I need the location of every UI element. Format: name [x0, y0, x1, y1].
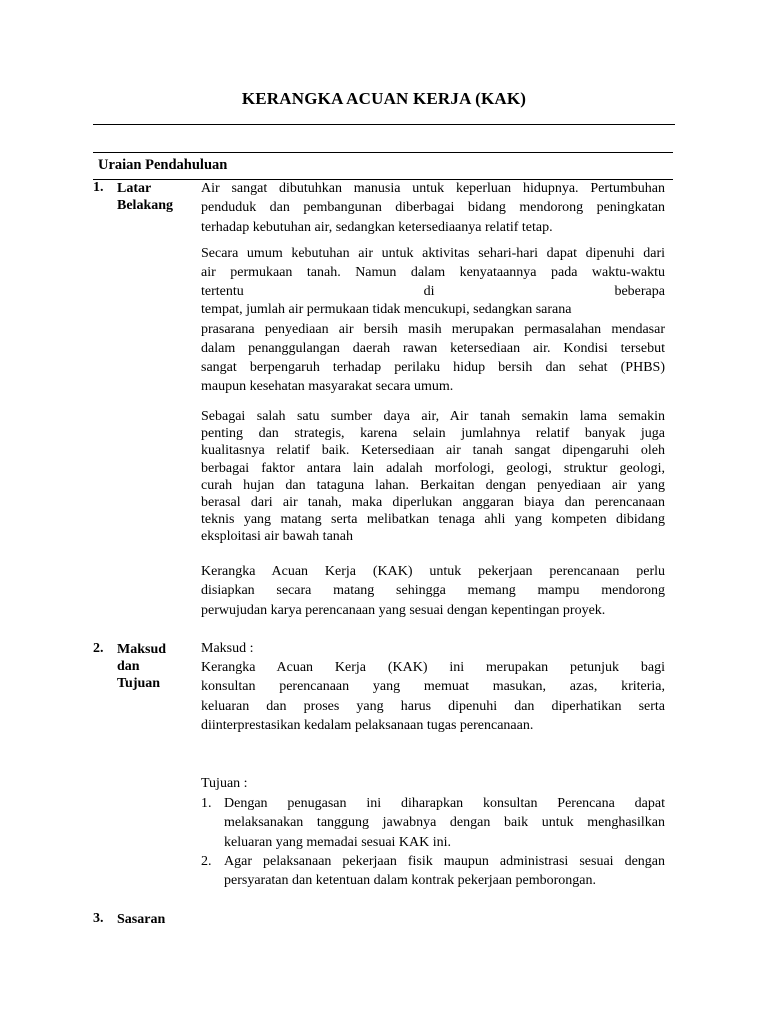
paragraph-line: Sebagai salah satu sumber daya air, Air tanah semakin lama semakin [201, 409, 665, 424]
paragraph-line: Secara umum kebutuhan air untuk aktivitas sehari-hari dapat dipenuhi dari [201, 246, 665, 261]
list-item [201, 794, 665, 852]
paragraph-line: sangat berpengaruh terhadap perilaku hidup bersih dan sehat (PHBS) [201, 360, 665, 376]
item-label [117, 911, 165, 928]
paragraph-line: teknis yang matang serta melibatkan tenaga ahli yang kompeten dibidang [201, 512, 665, 528]
item-number: 3. [93, 911, 104, 926]
paragraph [201, 179, 665, 237]
paragraph [201, 244, 665, 396]
list-item-line: melaksanakan tanggung jawabnya dengan baik untuk menghasilkan [224, 815, 665, 831]
paragraph-line: perwujudan karya perencanaan yang sesuai dengan kepentingan proyek. [201, 602, 606, 618]
paragraph-line: prasarana penyediaan air bersih masih merupakan permasalahan mendasar [201, 321, 665, 337]
word: tertentu [201, 283, 244, 299]
list-item [201, 852, 665, 890]
paragraph-line: konsultan perencanaan yang memuat masukan, azas, kriteria, [201, 679, 665, 695]
title-underline [93, 124, 675, 125]
paragraph-line: eksploitasi air bawah tanah [201, 529, 354, 545]
word: beberapa [614, 283, 665, 299]
paragraph-line: Air sangat dibutuhkan manusia untuk keperluan hidupnya. Pertumbuhan [201, 181, 665, 196]
paragraph-line: berbagai faktor antara lain adalah morfologi, geologi, struktur geologi, [201, 460, 665, 476]
paragraph-line: disiapkan secara matang sehingga memang mampu mendorong [201, 583, 665, 599]
paragraph-line-spread [201, 283, 665, 300]
item-label-line: Maksud [117, 642, 167, 657]
list-item-line: persyaratan dan ketentuan dalam kontrak pekerjaan pemborongan. [224, 872, 597, 888]
paragraph-line: kualitasnya relatif baik. Ketersediaan air tanah sangat dipengaruhi oleh [201, 443, 665, 459]
maksud-block [201, 639, 665, 735]
paragraph-line: Kerangka Acuan Kerja (KAK) ini merupakan petunjuk bagi [201, 660, 665, 675]
list-item-line: Dengan penugasan ini diharapkan konsultan Perencana dapat [224, 796, 665, 811]
list-item-line: keluaran yang memadai sesuai KAK ini. [224, 834, 452, 850]
paragraph-line: terhadap kebutuhan air, sedangkan ketersediaanya relatif tetap. [201, 219, 553, 235]
tujuan-list [201, 794, 665, 890]
item-label-line: Belakang [117, 198, 174, 213]
document-title: KERANGKA ACUAN KERJA (KAK) [241, 89, 527, 108]
section-heading: Uraian Pendahuluan [98, 157, 228, 173]
list-item-number: 1. [201, 796, 212, 811]
list-item-line: Agar pelaksanaan pekerjaan fisik maupun administrasi sesuai dengan [224, 853, 665, 869]
item-label-line: Tujuan [117, 676, 161, 691]
paragraph-line: maupun kesehatan masyarakat secara umum. [201, 379, 454, 395]
paragraph-line: Kerangka Acuan Kerja (KAK) untuk pekerjaan perencanaan perlu [201, 564, 665, 579]
paragraph-line: diinterprestasikan kedalam pelaksanaan tugas perencanaan. [201, 717, 534, 733]
tujuan-heading-text: Tujuan : [201, 776, 248, 791]
item-label-line: Sasaran [117, 912, 166, 927]
word: di [423, 283, 435, 299]
paragraph-line: dalam penanggulangan daerah rawan ketersediaan air. Kondisi tersebut [201, 340, 665, 356]
list-item-number: 2. [201, 853, 212, 869]
paragraph-line: penduduk dan pembangunan diberbagai bidang mendorong peningkatan [201, 200, 665, 216]
paragraph-line: berasal dari air tanah, maka diperlukan anggaran biaya dan perencanaan [201, 495, 665, 511]
paragraph [201, 408, 665, 546]
paragraph [201, 562, 665, 620]
item-number: 1. [93, 180, 104, 195]
item-label [117, 641, 166, 692]
table-top-rule [93, 152, 673, 153]
paragraph-line: penting dan strategis, karena selain jumlahnya relatif banyak juga [201, 426, 665, 442]
tujuan-heading [201, 774, 665, 793]
item-label-line: dan [117, 659, 140, 674]
paragraph-line: tempat, jumlah air permukaan tidak mencukupi, sedangkan sarana [201, 301, 572, 317]
paragraph-line: keluaran dan proses yang harus dipenuhi dan diperhatikan serta [201, 698, 665, 714]
paragraph-line: air permukaan tanah. Namun dalam kenyataannya pada waktu-waktu [201, 265, 665, 281]
maksud-heading: Maksud : [201, 641, 254, 656]
item-number: 2. [93, 641, 104, 656]
item-label-line: Latar [117, 181, 152, 196]
paragraph-line: curah hujan dan tataguna lahan. Berkaitan dengan penyediaan air yang [201, 477, 665, 493]
item-label [117, 180, 173, 214]
